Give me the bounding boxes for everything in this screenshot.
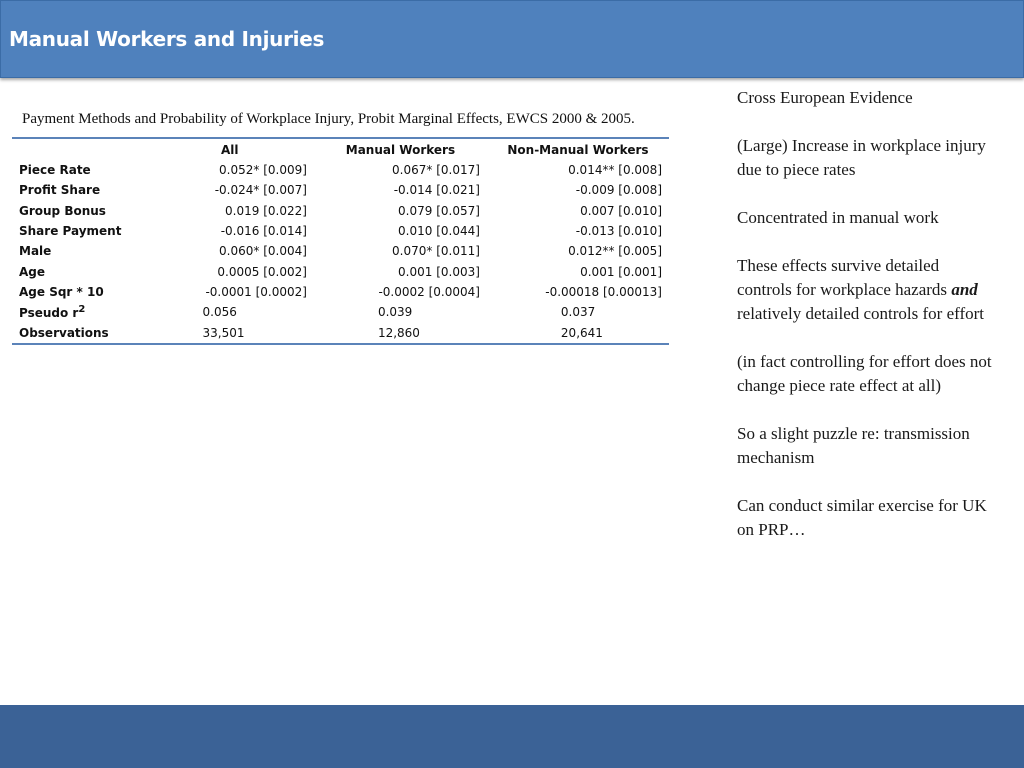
cell-non-manual: 0.007 [0.010]	[580, 203, 662, 218]
cell-manual: -0.0002 [0.0004]	[378, 284, 480, 299]
note-and-emphasis: and	[951, 280, 978, 299]
cell-all: -0.0001 [0.0002]	[205, 284, 307, 299]
header-non-manual-workers: Non-Manual Workers	[507, 142, 649, 157]
cell-manual: 12,860	[377, 325, 420, 340]
cell-manual: 0.070* [0.011]	[392, 244, 480, 259]
cell-non-manual: 0.037	[560, 305, 596, 320]
cell-manual: 0.067* [0.017]	[392, 163, 480, 178]
cell-manual: 0.010 [0.044]	[398, 224, 480, 239]
cell-manual: 0.039	[377, 305, 413, 320]
cell-all: 0.019 [0.022]	[225, 203, 307, 218]
cell-all: 33,501	[202, 325, 245, 340]
cell-all: -0.024* [0.007]	[214, 183, 307, 198]
table-row-age-sqr	[12, 282, 669, 302]
row-label: Piece Rate	[19, 163, 91, 178]
cell-non-manual: -0.009 [0.008]	[575, 183, 662, 198]
table-row-male	[12, 241, 669, 261]
table-row-pseudo-r2	[12, 302, 669, 322]
cell-all: 0.052* [0.009]	[219, 163, 307, 178]
header-all: All	[220, 142, 239, 157]
cell-non-manual: -0.00018 [0.00013]	[545, 284, 662, 299]
note-puzzle: So a slight puzzle re: transmission mechanism	[737, 424, 970, 467]
notes-panel	[737, 86, 997, 566]
cell-non-manual: 0.001 [0.001]	[580, 264, 662, 279]
note-effects-text-b: relatively detailed controls for effort	[737, 304, 985, 323]
table-caption: Payment Methods and Probability of Workplace Injury, Probit Marginal Effects, EWCS 2000 & 2005.	[22, 111, 635, 127]
note-effects-text-a: These effects survive detailed controls for workplace hazards	[737, 256, 952, 299]
note-uk-prp: Can conduct similar exercise for UK on PRP…	[737, 496, 987, 539]
note-concentrated: Concentrated in manual work	[737, 208, 939, 227]
cell-non-manual: -0.013 [0.010]	[575, 224, 662, 239]
cell-all: 0.056	[202, 305, 237, 320]
pseudo-r-label: Pseudo r	[19, 306, 79, 321]
table-row-profit-share	[12, 180, 669, 200]
row-label: Share Payment	[19, 224, 122, 239]
table-row-group-bonus	[12, 201, 669, 221]
row-label: Age	[19, 264, 46, 279]
table-row-piece-rate	[12, 160, 669, 180]
title-bar	[0, 0, 1024, 78]
slide-title: Manual Workers and Injuries	[9, 27, 325, 51]
cell-manual: 0.001 [0.003]	[398, 264, 480, 279]
footer-bar	[0, 705, 1024, 768]
table-header-row	[12, 138, 669, 160]
note-in-fact: (in fact controlling for effort does not change piece rate effect at all)	[737, 352, 992, 395]
note-large-increase: (Large) Increase in workplace injury due to piece rates	[737, 136, 986, 179]
note-cross-european: Cross European Evidence	[737, 88, 913, 107]
cell-all: 0.0005 [0.002]	[217, 264, 307, 279]
header-blank	[12, 138, 146, 160]
cell-manual: -0.014 [0.021]	[393, 183, 480, 198]
header-manual-workers: Manual Workers	[345, 142, 456, 157]
cell-all: -0.016 [0.014]	[220, 224, 307, 239]
pseudo-r-superscript: 2	[78, 304, 86, 316]
table-row-observations	[12, 322, 669, 343]
cell-non-manual: 0.014** [0.008]	[568, 163, 662, 178]
row-label: Observations	[19, 325, 109, 340]
row-label: Group Bonus	[19, 203, 106, 218]
cell-manual: 0.079 [0.057]	[398, 203, 480, 218]
row-label: Age Sqr * 10	[19, 284, 104, 299]
row-label: Male	[19, 244, 52, 259]
cell-non-manual: 0.012** [0.005]	[568, 244, 662, 259]
cell-all: 0.060* [0.004]	[219, 244, 307, 259]
results-table	[12, 137, 669, 345]
table-row-age	[12, 261, 669, 281]
row-label: Profit Share	[19, 183, 101, 198]
table-row-share-payment	[12, 221, 669, 241]
row-label	[12, 302, 146, 322]
cell-non-manual: 20,641	[560, 325, 603, 340]
note-effects-survive	[737, 254, 997, 326]
